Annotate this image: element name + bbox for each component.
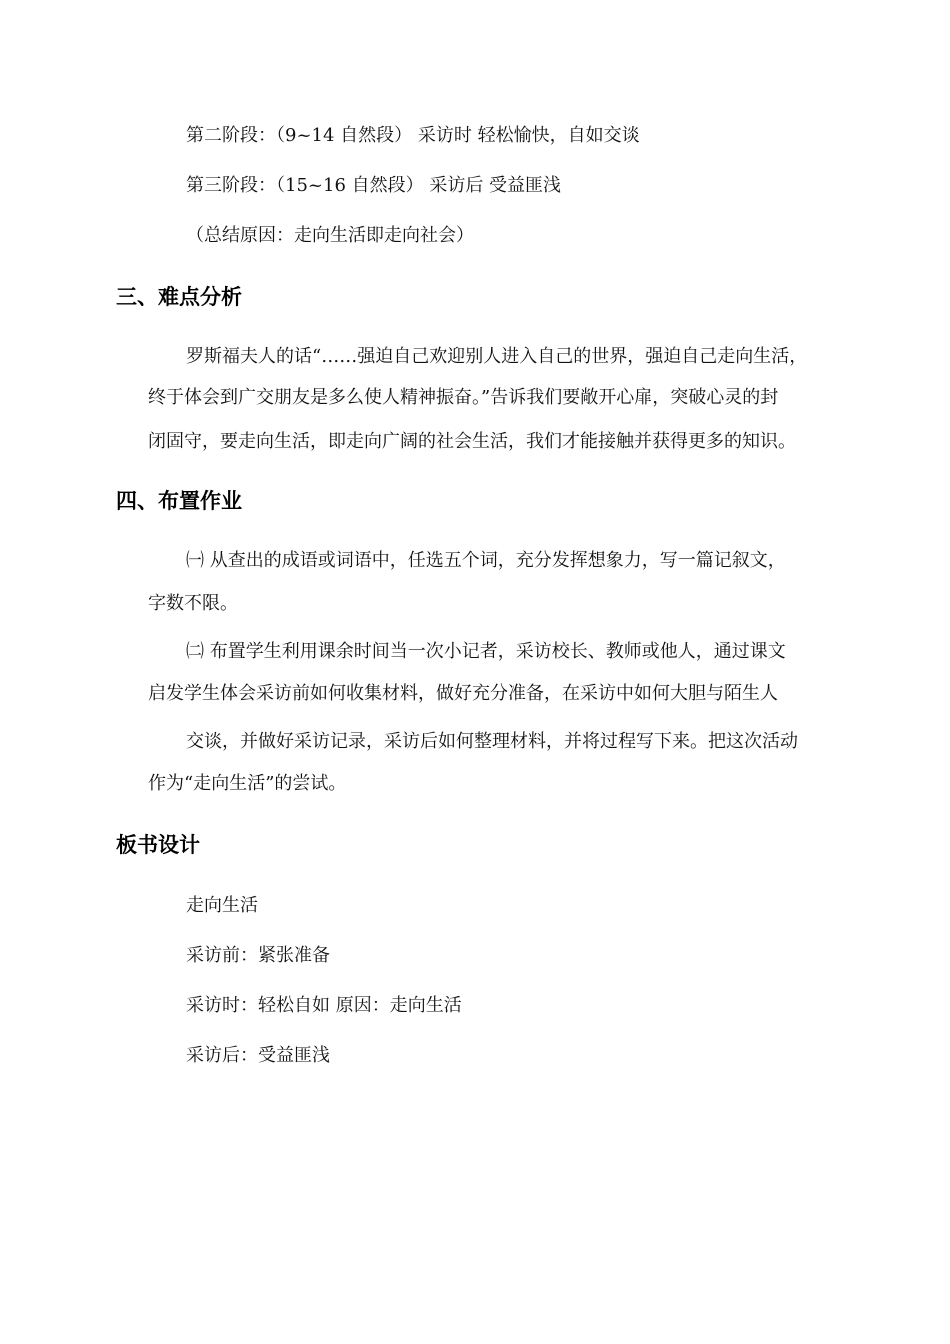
difficulty-paragraph-line: 终于体会到广交朋友是多么使人精神振奋。”告诉我们要敞开心扉，突破心灵的封 <box>148 387 779 408</box>
homework-item-two-line: ㈡ 布置学生利用课余时间当一次小记者，采访校长、教师或他人，通过课文 <box>186 641 786 662</box>
board-after-interview-line: 采访后：受益匪浅 <box>186 1045 330 1066</box>
board-design-heading: 板书设计 <box>116 833 200 857</box>
summary-reason-line: （总结原因：走向生活即走向社会） <box>186 225 474 246</box>
board-during-interview-line: 采访时：轻松自如 原因：走向生活 <box>186 995 462 1016</box>
homework-item-two-line: 启发学生体会采访前如何收集材料，做好充分准备，在采访中如何大胆与陌生人 <box>148 683 778 704</box>
homework-item-two-line: 作为“走向生活”的尝试。 <box>148 773 347 794</box>
homework-heading: 四、布置作业 <box>116 489 242 513</box>
difficulty-paragraph-line: 闭固守，要走向生活，即走向广阔的社会生活，我们才能接触并获得更多的知识。 <box>148 431 796 452</box>
homework-item-two-line: 交谈，并做好采访记录，采访后如何整理材料，并将过程写下来。把这次活动 <box>186 731 798 752</box>
board-before-interview-line: 采访前：紧张准备 <box>186 945 330 966</box>
difficulty-heading: 三、难点分析 <box>116 285 242 309</box>
homework-item-one-line: ㈠ 从查出的成语或词语中，任选五个词，充分发挥想象力，写一篇记叙文， <box>186 550 786 571</box>
stage-three-line: 第三阶段：（15~16 自然段） 采访后 受益匪浅 <box>186 175 562 196</box>
board-title-line: 走向生活 <box>186 895 258 916</box>
difficulty-paragraph-line: 罗斯福夫人的话“……强迫自己欢迎别人进入自己的世界，强迫自己走向生活， <box>186 346 808 367</box>
homework-item-one-line: 字数不限。 <box>148 593 238 614</box>
stage-two-line: 第二阶段：（9~14 自然段） 采访时 轻松愉快，自如交谈 <box>186 125 640 146</box>
